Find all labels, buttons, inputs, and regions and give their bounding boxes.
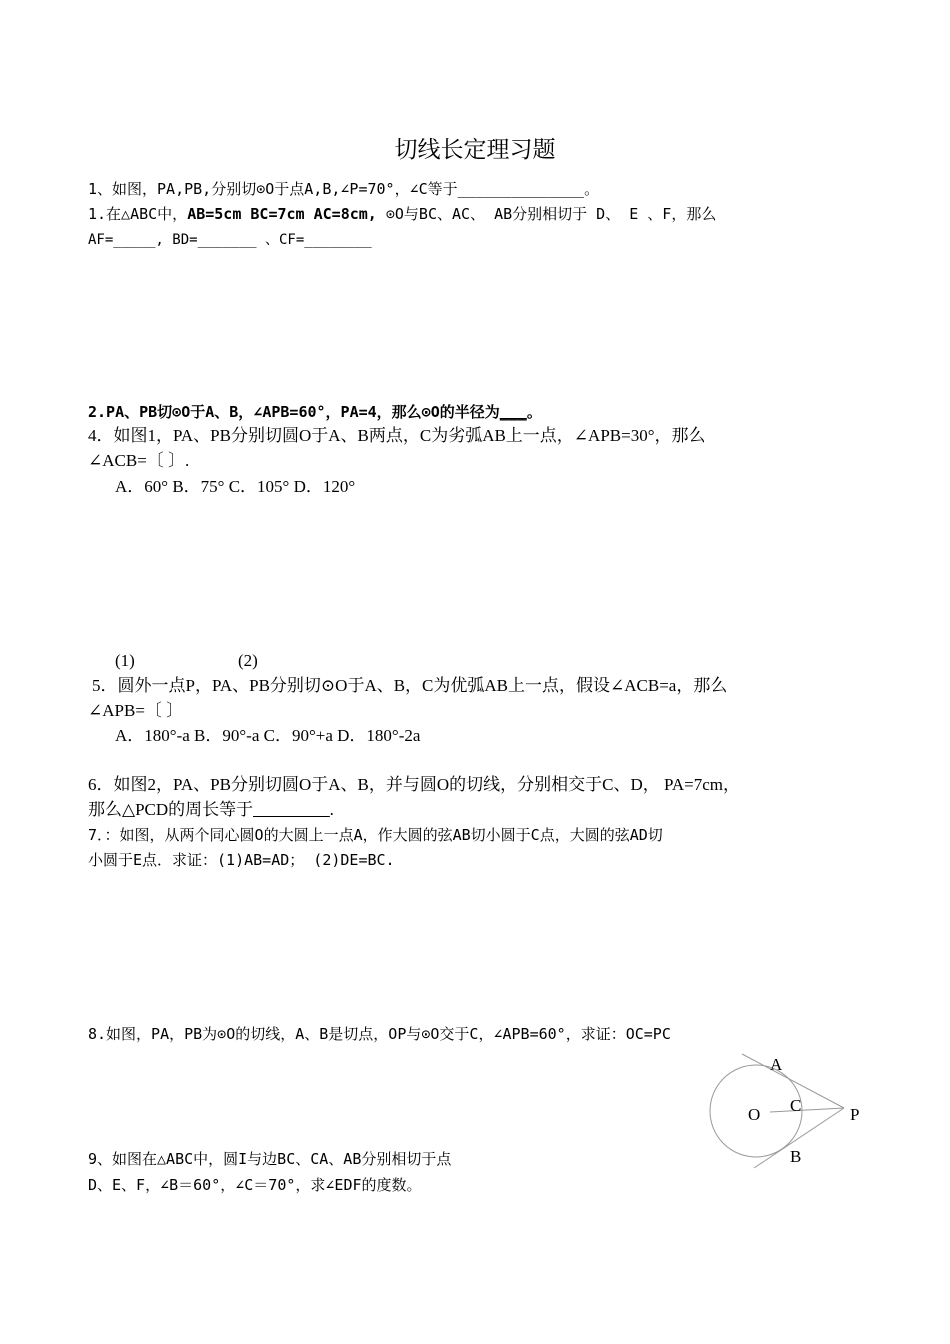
question-9-line2: D、E、F，∠B＝60°，∠C＝70°，求∠EDF的度数。 <box>88 1176 422 1194</box>
label-o: O <box>748 1105 761 1124</box>
question-4-line1: 4．如图1，PA、PB分别切圆O于A、B两点，C为劣弧AB上一点，∠APB=30°，那么 <box>88 426 706 445</box>
label-p: P <box>850 1105 860 1124</box>
q2-text: 2.PA、PB切⊙O于A、B，∠APB=60°，PA=4，那么⊙O的半径为 <box>88 403 500 421</box>
figure-2-label: (2) <box>238 651 258 670</box>
question-4-options: A．60° B．75° C．105° D．120° <box>115 477 356 496</box>
q6-end: . <box>329 800 334 819</box>
label-b: B <box>790 1147 802 1166</box>
label-c: C <box>790 1096 802 1115</box>
q6-prefix: 那么△PCD的周长等于 <box>88 800 254 819</box>
page-title: 切线长定理习题 <box>394 137 556 162</box>
question-1 <box>88 178 599 200</box>
question-2 <box>88 401 542 423</box>
q1-text: 1、如图，PA,PB,分别切⊙O于点A,B,∠P=70°，∠C等于 <box>88 180 458 198</box>
figure-1-label: (1) <box>115 651 135 670</box>
segment-op <box>770 1108 844 1112</box>
question-1b-line2: AF=_____, BD=_______ 、CF=________ <box>88 232 372 248</box>
question-6-line2 <box>88 799 334 821</box>
q2-end: 。 <box>526 403 542 421</box>
question-5-line1: 5．圆外一点P，PA、PB分别切⊙O于A、B，C为优弧AB上一点，假设∠ACB=a，那么 <box>92 676 728 695</box>
question-7-line1: 7．：如图，从两个同心圆O的大圆上一点A，作大圆的弦AB切小圆于C点，大圆的弦AD切 <box>88 826 663 844</box>
question-6-line1: 6．如图2，PA、PB分别切圆O于A、B，并与圆O的切线，分别相交于C、D， PA=7cm， <box>88 775 741 794</box>
question-8: 8.如图，PA，PB为⊙O的切线，A、B是切点，OP与⊙O交于C，∠APB=60°，求证：OC=PC <box>88 1025 671 1043</box>
question-1b <box>88 203 716 225</box>
label-a: A <box>770 1055 783 1074</box>
q1b-prefix: 1.在△ABC中， <box>88 205 188 223</box>
q1-blank: ______________ <box>457 180 585 198</box>
question-5-line2: ∠APB=〔 〕 <box>88 701 184 720</box>
question-5-options: A．180°-a B．90°-a C．90°+a D．180°-2a <box>115 726 421 745</box>
q1b-rest: ⊙O与BC、AC、 AB分别相切于 D、 E 、F，那么 <box>385 205 717 223</box>
tangent-figure <box>700 1050 880 1170</box>
question-4-line2: ∠ACB=〔 〕. <box>88 451 190 470</box>
question-9-line1: 9、如图在△ABC中，圆I与边BC、CA、AB分别相切于点 <box>88 1150 452 1168</box>
q6-blank: _________ <box>253 800 330 819</box>
q1b-given: AB=5cm BC=7cm AC=8cm, <box>187 205 377 223</box>
question-7-line2: 小圆于E点．求证：(1)AB=AD； (2)DE=BC. <box>88 851 395 869</box>
q2-blank: ___ <box>499 403 527 421</box>
q1-end: 。 <box>584 180 600 198</box>
